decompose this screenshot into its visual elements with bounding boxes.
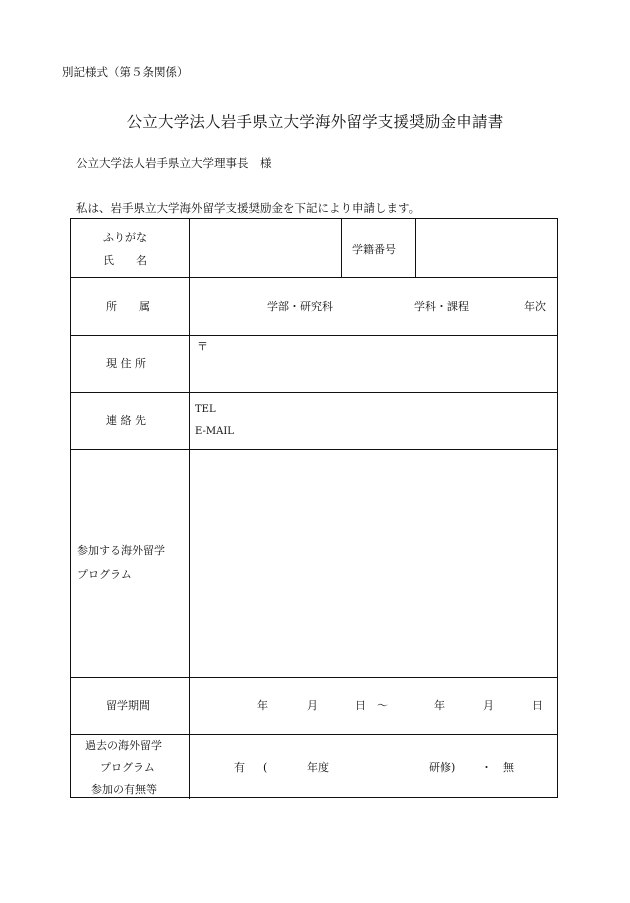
end-year-unit: 年 [434,699,445,712]
column-divider [341,219,342,277]
past-separator-dot: ・ [481,761,492,774]
start-day-unit: 日 [355,699,366,712]
period-label: 留学期間 [106,699,150,712]
column-divider [415,219,416,277]
row-divider [71,277,557,278]
affiliation-label: 所 属 [106,300,150,313]
tel-label: TEL [195,404,216,415]
faculty-suffix: 学部・研究科 [267,300,333,313]
contact-label: 連 絡 先 [106,414,146,427]
past-open-paren: ( [263,761,268,774]
past-fiscal-year-unit: 年度 [307,761,329,774]
name-label: 氏 名 [103,254,147,267]
row-divider [71,392,557,393]
row-divider [71,677,557,678]
past-training-label: 研修) [429,761,456,774]
column-divider [189,219,190,799]
application-form-table [70,218,558,798]
period-tilde: 〜 [377,699,388,712]
end-month-unit: 月 [483,699,494,712]
row-divider [71,734,557,735]
program-field[interactable] [193,453,553,673]
past-no-option[interactable]: 無 [503,761,514,774]
end-day-unit: 日 [532,699,543,712]
department-suffix: 学科・課程 [414,300,469,313]
row-divider [71,335,557,336]
program-label-line2: プログラム [77,568,132,581]
past-label-line1: 過去の海外留学 [85,739,162,752]
student-id-field[interactable] [417,221,555,275]
year-suffix: 年次 [524,300,546,313]
application-statement: 私は、岩手県立大学海外留学支援奨励金を下記により申請します。 [76,201,421,215]
address-field[interactable] [211,339,551,389]
program-label-line1: 参加する海外留学 [77,544,165,557]
start-year-unit: 年 [257,699,268,712]
name-field[interactable] [191,221,339,275]
email-label: E-MAIL [195,426,234,437]
past-label-line3: 参加の有無等 [91,783,157,796]
furigana-label: ふりがな [103,231,147,244]
addressee: 公立大学法人岩手県立大学理事長 様 [76,156,272,170]
past-yes-option[interactable]: 有 [234,761,245,774]
row-divider [71,449,557,450]
document-title: 公立大学法人岩手県立大学海外留学支援奨励金申請書 [126,113,504,131]
address-label: 現 住 所 [106,357,146,370]
start-month-unit: 月 [307,699,318,712]
form-style-note: 別記様式（第５条関係） [62,65,189,79]
student-id-label: 学籍番号 [352,243,396,256]
past-label-line2: プログラム [100,761,155,774]
postal-mark: 〒 [197,340,208,353]
